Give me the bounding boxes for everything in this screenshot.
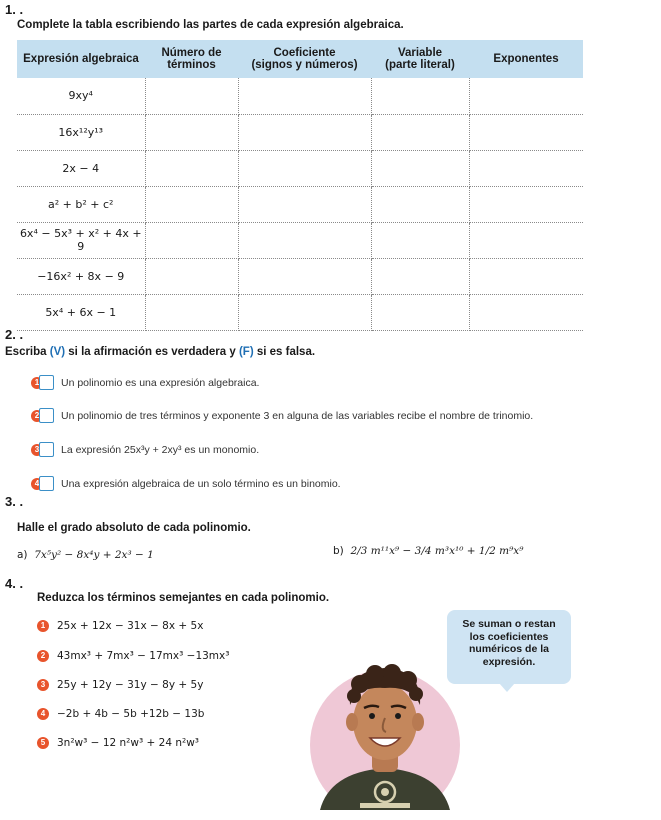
answer-cell-terms[interactable] <box>145 78 238 114</box>
section-1-instruction: Complete la tabla escribiendo las partes de cada expresión algebraica. <box>17 19 404 31</box>
answer-cell-exponents[interactable] <box>469 114 583 150</box>
item-number-badge: 1 <box>37 620 49 632</box>
problem-b: b) 2/3 m¹¹x⁹ − 3/4 m³x¹⁰ + 1/2 m⁹x⁹ <box>333 545 524 557</box>
table-row <box>17 114 583 150</box>
answer-cell-terms[interactable] <box>145 150 238 186</box>
answer-cell-coef[interactable] <box>238 78 371 114</box>
answer-cell-coef[interactable] <box>238 258 371 294</box>
section-3-number: 3. . <box>5 494 24 509</box>
answer-cell-coef[interactable] <box>238 294 371 330</box>
answer-cell-coef[interactable] <box>238 150 371 186</box>
answer-cell-variable[interactable] <box>371 150 469 186</box>
answer-cell-terms[interactable] <box>145 222 238 258</box>
answer-cell-variable[interactable] <box>371 222 469 258</box>
polynomial-5: 3n²w³ − 12 n²w³ + 24 n²w³ <box>57 737 200 749</box>
statement-text: Un polinomio es una expresión algebraica. <box>61 377 260 389</box>
answer-cell-variable[interactable] <box>371 258 469 294</box>
table-row <box>17 78 583 114</box>
table-row <box>17 294 583 330</box>
polynomial-2: 43mx³ + 7mx³ − 17mx³ −13mx³ <box>57 650 230 662</box>
answer-cell-terms[interactable] <box>145 294 238 330</box>
answer-cell-variable[interactable] <box>371 78 469 114</box>
table-row <box>17 222 583 258</box>
answer-cell-terms[interactable] <box>145 114 238 150</box>
answer-cell-coef[interactable] <box>238 186 371 222</box>
expression-cell: 5x⁴ + 6x − 1 <box>17 294 145 330</box>
statement-number-badge: 2 <box>31 410 43 422</box>
polynomial-3: 25y + 12y − 31y − 8y + 5y <box>57 679 204 691</box>
polynomial-4: −2b + 4b − 5b +12b − 13b <box>57 708 205 720</box>
expression-cell: a² + b² + c² <box>17 186 145 222</box>
answer-cell-terms[interactable] <box>145 186 238 222</box>
header-exponentes: Exponentes <box>469 40 583 78</box>
answer-cell-exponents[interactable] <box>469 150 583 186</box>
expression-cell: 6x⁴ − 5x³ + x² + 4x + 9 <box>17 222 145 258</box>
answer-cell-variable[interactable] <box>371 114 469 150</box>
algebra-table <box>17 40 583 331</box>
header-numero-terminos: Número de términos <box>145 40 238 78</box>
answer-cell-exponents[interactable] <box>469 222 583 258</box>
section-4-instruction: Reduzca los términos semejantes en cada polinomio. <box>37 592 330 604</box>
statement-number-badge: 1 <box>31 377 43 389</box>
header-coeficiente: Coeficiente (signos y números) <box>238 40 371 78</box>
expression-cell: 9xy⁴ <box>17 78 145 114</box>
item-number-badge: 4 <box>37 708 49 720</box>
table-row <box>17 150 583 186</box>
answer-cell-exponents[interactable] <box>469 258 583 294</box>
item-number-badge: 3 <box>37 679 49 691</box>
answer-cell-exponents[interactable] <box>469 294 583 330</box>
statement-text: La expresión 25x³y + 2xy³ es un monomio. <box>61 444 260 456</box>
true-false-checkbox[interactable] <box>39 442 54 457</box>
expression-cell: −16x² + 8x − 9 <box>17 258 145 294</box>
student-character-illustration <box>300 650 470 810</box>
true-false-checkbox[interactable] <box>39 476 54 491</box>
item-number-badge: 5 <box>37 737 49 749</box>
expression-cell: 2x − 4 <box>17 150 145 186</box>
table-header-row <box>17 40 583 78</box>
item-number-badge: 2 <box>37 650 49 662</box>
answer-cell-exponents[interactable] <box>469 186 583 222</box>
section-4-number: 4. . <box>5 576 24 591</box>
answer-cell-variable[interactable] <box>371 294 469 330</box>
polynomial-1: 25x + 12x − 31x − 8x + 5x <box>57 620 204 632</box>
statement-text: Un polinomio de tres términos y exponente 3 en alguna de las variables recibe el nombre de trinomio. <box>61 410 534 422</box>
answer-cell-terms[interactable] <box>145 258 238 294</box>
section-1-number: 1. . <box>5 2 24 17</box>
header-variable: Variable (parte literal) <box>371 40 469 78</box>
table-row <box>17 186 583 222</box>
header-expresion: Expresión algebraica <box>17 40 145 78</box>
table-row <box>17 258 583 294</box>
true-false-checkbox[interactable] <box>39 408 54 423</box>
answer-cell-coef[interactable] <box>238 114 371 150</box>
section-3-instruction: Halle el grado absoluto de cada polinomio. <box>17 522 251 534</box>
statement-number-badge: 4 <box>31 478 43 490</box>
answer-cell-coef[interactable] <box>238 222 371 258</box>
expression-cell: 16x¹²y¹³ <box>17 114 145 150</box>
statement-number-badge: 3 <box>31 444 43 456</box>
answer-cell-variable[interactable] <box>371 186 469 222</box>
section-2-instruction: Escriba (V) si la afirmación es verdadera y (F) si es falsa. <box>5 346 316 358</box>
section-2-number: 2. . <box>5 327 24 342</box>
statement-text: Una expresión algebraica de un solo término es un binomio. <box>61 478 341 490</box>
problem-a: a) 7x⁵y² − 8x⁴y + 2x³ − 1 <box>17 549 154 561</box>
true-false-checkbox[interactable] <box>39 375 54 390</box>
answer-cell-exponents[interactable] <box>469 78 583 114</box>
speech-bubble: Se suman o restan los coeficientes numéricos de la expresión. <box>447 610 571 684</box>
